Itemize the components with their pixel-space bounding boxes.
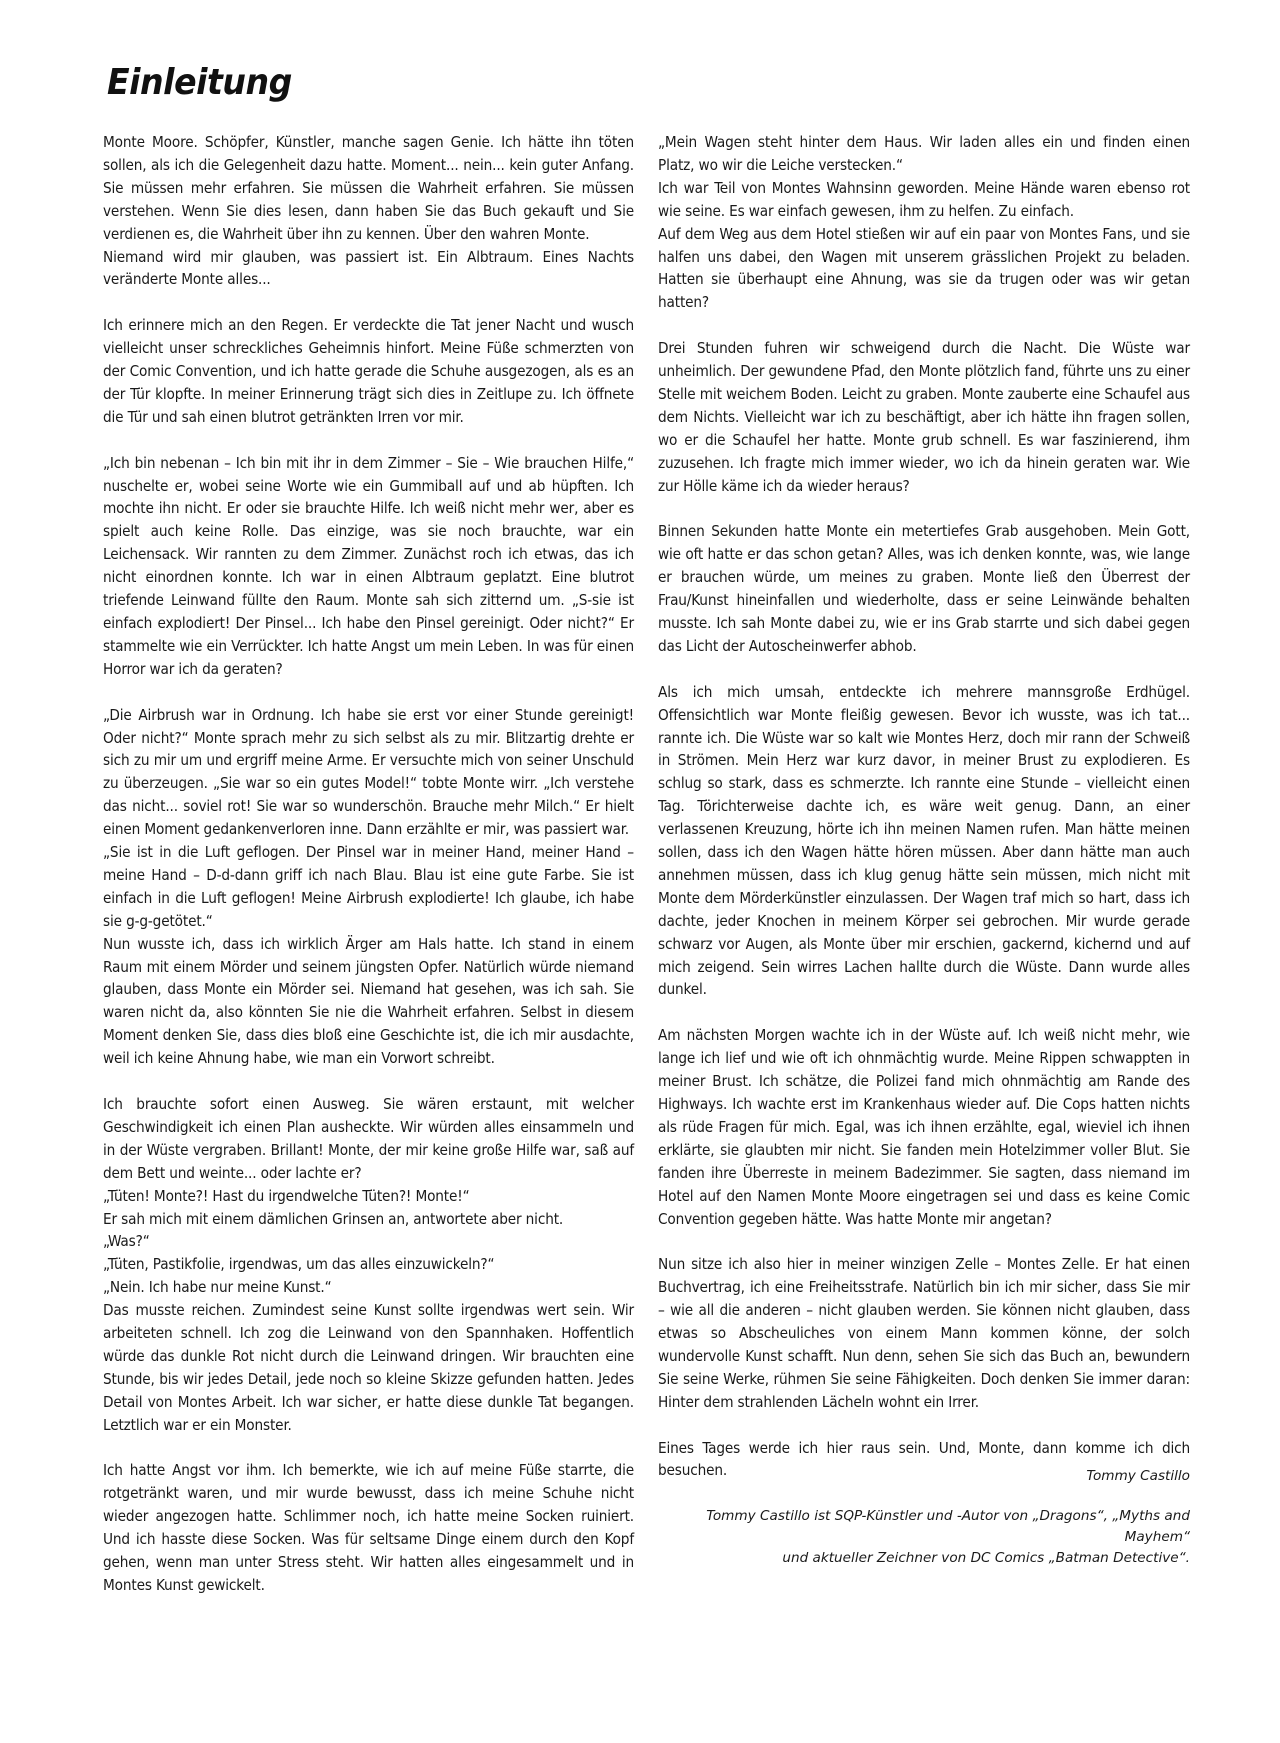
paragraph (658, 1253, 1190, 1413)
text-line: Ich brauchte sofort einen Ausweg. Sie wären erstaunt, mit welcher Geschwindigkeit ich einen Plan ausheckte. Wir würden alles einsammeln und in der Wüste vergraben. Brillant! Monte, der mir keine große Hilfe war, saß auf dem Bett und weinte... oder lachte er? (103, 1095, 634, 1182)
text-line: Ich hatte Angst vor ihm. Ich bemerkte, wie ich auf meine Füße starrte, die rotgetränkt waren, und mir wurde bewusst, dass ich meine Schuhe nicht wieder angezogen hatte. Schlimmer noch, ich hatte meine Socken ruiniert. Und ich hasste diese Socken. Was für seltsame Dinge einem durch den Kopf gehen, wenn man unter Stress steht. Wir hatten alles eingesammelt und in Montes Kunst gewickelt. (103, 1461, 634, 1595)
paragraph (658, 520, 1190, 657)
paragraph (103, 704, 634, 1071)
text-line: Eines Tages werde ich hier raus sein. Und, Monte, dann komme ich dich besuchen. (658, 1438, 1190, 1480)
text-line: Nun sitze ich also hier in meiner winzigen Zelle – Montes Zelle. Er hat einen Buchvertrag, ich eine Freiheitsstrafe. Natürlich bin ich mir sicher, dass Sie mir – wie all die anderen – nicht glauben werden. Sie können nicht glauben, dass etwas so Abscheuliches von einem Mann kommen könne, der solch wundervolle Kunst schafft. Nun denn, sehen Sie sich das Buch an, bewundern Sie seine Werke, rühmen Sie seine Fähigkeiten. Doch denken Sie immer daran: Hinter dem strahlenden Lächeln wohnt ein Irrer. (658, 1255, 1190, 1411)
left-text-column (103, 131, 634, 1620)
paragraph (658, 1024, 1190, 1230)
text-line: „Tüten, Pastikfolie, irgendwas, um das alles einzuwickeln?“ (103, 1255, 495, 1274)
bio-line: Tommy Castillo ist SQP-Künstler und -Autor von „Dragons“, „Myths and Mayhem“ (706, 1508, 1190, 1545)
text-line: Nun wusste ich, dass ich wirklich Ärger am Hals hatte. Ich stand in einem Raum mit einem Mörder und seinem jüngsten Opfer. Natürlich würde niemand glauben, dass Monte ein Mörder sei. Niemand hat gesehen, was ich sah. Sie waren nicht da, also könnten Sie nie die Wahrheit erfahren. Selbst in diesem Moment denken Sie, dass dies bloß eine Geschichte ist, die ich mir ausdachte, weil ich keine Ahnung habe, wie man ein Vorwort schreibt. (103, 934, 634, 1068)
bio-line: und aktueller Zeichner von DC Comics „Batman Detective“. (782, 1550, 1190, 1566)
paragraph (103, 1459, 634, 1596)
paragraph (103, 131, 634, 291)
paragraph (658, 681, 1190, 1002)
author-bio (658, 1506, 1190, 1569)
text-line: Ich erinnere mich an den Regen. Er verdeckte die Tat jener Nacht und wusch vielleicht unser schreckliches Geheimnis hinfort. Meine Füße schmerzten von der Comic Convention, und ich hatte gerade die Schuhe ausgezogen, als es an der Tür klopfte. In meiner Erinnerung trägt sich dies in Zeitlupe zu. Ich öffnete die Tür und sah einen blutrot getränkten Irren vor mir. (103, 316, 634, 426)
text-line: Er sah mich mit einem dämlichen Grinsen an, antwortete aber nicht. (103, 1209, 564, 1228)
page-title: Einleitung (107, 62, 292, 103)
paragraph (103, 314, 634, 429)
text-line: „Nein. Ich habe nur meine Kunst.“ (103, 1278, 332, 1297)
text-line: Ich war Teil von Montes Wahnsinn geworden. Meine Hände waren ebenso rot wie seine. Es war einfach gewesen, ihm zu helfen. Zu einfach. (658, 178, 1190, 220)
text-line: „Mein Wagen steht hinter dem Haus. Wir laden alles ein und finden einen Platz, wo wir die Leiche verstecken.“ (658, 133, 1190, 174)
author-signature: Tommy Castillo (1086, 1468, 1190, 1484)
paragraph (658, 337, 1190, 497)
text-line: Auf dem Weg aus dem Hotel stießen wir auf ein paar von Montes Fans, und sie halfen uns dabei, den Wagen mit unserem grässlichen Projekt zu beladen. Hatten sie überhaupt eine Ahnung, was sie da trugen oder was wir getan hatten? (658, 224, 1190, 312)
text-line: Am nächsten Morgen wachte ich in der Wüste auf. Ich weiß nicht mehr, wie lange ich lief und wie oft ich ohnmächtig wurde. Meine Rippen schwappten in meiner Brust. Ich schätze, die Polizei fand mich ohnmächtig am Rande des Highways. Ich wachte erst im Krankenhaus wieder auf. Die Cops hatten nichts als rüde Fragen für mich. Egal, was ich ihnen erzählte, egal, wieviel ich ihnen erklärte, sie glaubten mir nicht. Sie fanden mein Hotelzimmer voller Blut. Sie fanden ihre Überreste in meinem Badezimmer. Sie sagten, dass niemand im Hotel auf den Namen Monte Moore eingetragen sei und dass es keine Comic Convention gegeben hätte. Was hatte Monte mir angetan? (658, 1026, 1190, 1228)
paragraph (103, 1093, 634, 1437)
text-line: Drei Stunden fuhren wir schweigend durch die Nacht. Die Wüste war unheimlich. Der gewundene Pfad, den Monte plötzlich fand, führte uns zu einer Stelle mit weichem Boden. Leicht zu graben. Monte zauberte eine Schaufel aus dem Nichts. Vielleicht war ich zu beschäftigt, aber ich hätte ihn fragen sollen, wo er die Schaufel her hatte. Monte grub schnell. Es war faszinierend, ihm zuzusehen. Ich fragte mich immer wieder, wo ich da hinein geraten war. Wie zur Hölle käme ich da wieder heraus? (658, 339, 1190, 495)
text-line: „Was?“ (103, 1232, 150, 1251)
paragraph (103, 452, 634, 681)
text-line: „Ich bin nebenan – Ich bin mit ihr in dem Zimmer – Sie – Wie brauchen Hilfe,“ nuschelte er, wobei seine Worte wie ein Gummiball auf und ab hüpften. Ich mochte ihn nicht. Er oder sie brauchte Hilfe. Ich weiß nicht mehr wer, aber es spielt auch keine Rolle. Das einzige, was sie noch brauchte, war ein Leichensack. Wir rannten zu dem Zimmer. Zunächst roch ich etwas, das ich nicht einordnen konnte. Ich war in einen Albtraum geplatzt. Eine blutrot triefende Leinwand füllte den Raum. Monte sah sich zitternd um. „S-sie ist einfach explodiert! Der Pinsel... Ich habe den Pinsel gereinigt. Oder nicht?“ Er stammelte wie ein Verrückter. Ich hatte Angst um mein Leben. In was für einen Horror war ich da geraten? (103, 453, 634, 678)
text-line: Als ich mich umsah, entdeckte ich mehrere mannsgroße Erdhügel. Offensichtlich war Monte fleißig gewesen. Bevor ich wusste, was ich tat... rannte ich. Die Wüste war so kalt wie Montes Herz, doch mir rann der Schweiß in Strömen. Mein Herz war kurz davor, in meiner Brust zu explodieren. Es schlug so stark, dass es schmerzte. Ich rannte eine Stunde – vielleicht einen Tag. Törichterweise dachte ich, es wäre weit genug. Dann, an einer verlassenen Kreuzung, hörte ich ihn meinen Namen rufen. Man hätte meinen sollen, dass ich den Wagen hätte hören müssen. Aber dann hätte man auch annehmen müssen, dass ich klug genug hätte sein müssen, mich nicht mit Monte dem Mörderkünstler einzulassen. Der Wagen traf mich so hart, dass ich dachte, jeder Knochen in meinem Körper sei gebrochen. Mir wurde gerade schwarz vor Augen, als Monte über mir erschien, gackernd, kichernd und auf mich zeigend. Sein wirres Lachen hallte durch die Wüste. Dann wurde alles dunkel. (658, 682, 1190, 999)
text-line: „Tüten! Monte?! Hast du irgendwelche Tüten?! Monte!“ (103, 1186, 470, 1205)
text-line: „Die Airbrush war in Ordnung. Ich habe sie erst vor einer Stunde gereinigt! Oder nicht?“ Monte sprach mehr zu sich selbst als zu mir. Blitzartig drehte er sich zu mir um und ergriff meine Arme. Er versuchte mich von seiner Unschuld zu überzeugen. „Sie war so ein gutes Model!“ tobte Monte wirr. „Ich verstehe das nicht... soviel rot! Sie war so wunderschön. Brauche mehr Milch.“ Er hielt einen Moment gedankenverloren inne. Dann erzählte er mir, was passiert war. (103, 705, 634, 839)
text-line: „Sie ist in die Luft geflogen. Der Pinsel war in meiner Hand, meiner Hand – meine Hand – D-d-dann griff ich nach Blau. Blau ist eine gute Farbe. Sie ist einfach in die Luft geflogen! Meine Airbrush explodierte! Ich glaube, ich habe sie g-g-getötet.“ (103, 843, 634, 930)
text-line: Monte Moore. Schöpfer, Künstler, manche sagen Genie. Ich hätte ihn töten sollen, als ich die Gelegenheit dazu hatte. Moment... nein... kein guter Anfang. Sie müssen mehr erfahren. Sie müssen die Wahrheit erfahren. Sie müssen verstehen. Wenn Sie dies lesen, dann haben Sie das Buch gekauft und Sie verdienen es, die Wahrheit über ihn zu kennen. Über den wahren Monte. (103, 133, 634, 243)
text-line: Niemand wird mir glauben, was passiert ist. Ein Albtraum. Eines Nachts veränderte Monte alles... (103, 247, 634, 289)
text-line: Das musste reichen. Zumindest seine Kunst sollte irgendwas wert sein. Wir arbeiteten schnell. Ich zog die Leinwand von den Spannhaken. Hoffentlich würde das dunkle Rot nicht durch die Leinwand dringen. Wir brauchten eine Stunde, bis wir jedes Detail, jede noch so kleine Skizze gefunden hatten. Jedes Detail von Montes Arbeit. Ich war sicher, er hatte diese dunkle Tat begangen. Letztlich war er ein Monster. (103, 1301, 634, 1434)
text-line: Binnen Sekunden hatte Monte ein metertiefes Grab ausgehoben. Mein Gott, wie oft hatte er das schon getan? Alles, was ich denken konnte, was, wie lange er brauchen würde, um meines zu graben. Monte ließ den Überrest der Frau/Kunst hineinfallen und wiederholte, dass er seine Leinwände behalten musste. Ich sah Monte dabei zu, wie er ins Grab starrte und sich dabei gegen das Licht der Autoscheinwerfer abhob. (658, 522, 1190, 655)
right-text-column (658, 131, 1190, 1505)
paragraph (658, 131, 1190, 314)
